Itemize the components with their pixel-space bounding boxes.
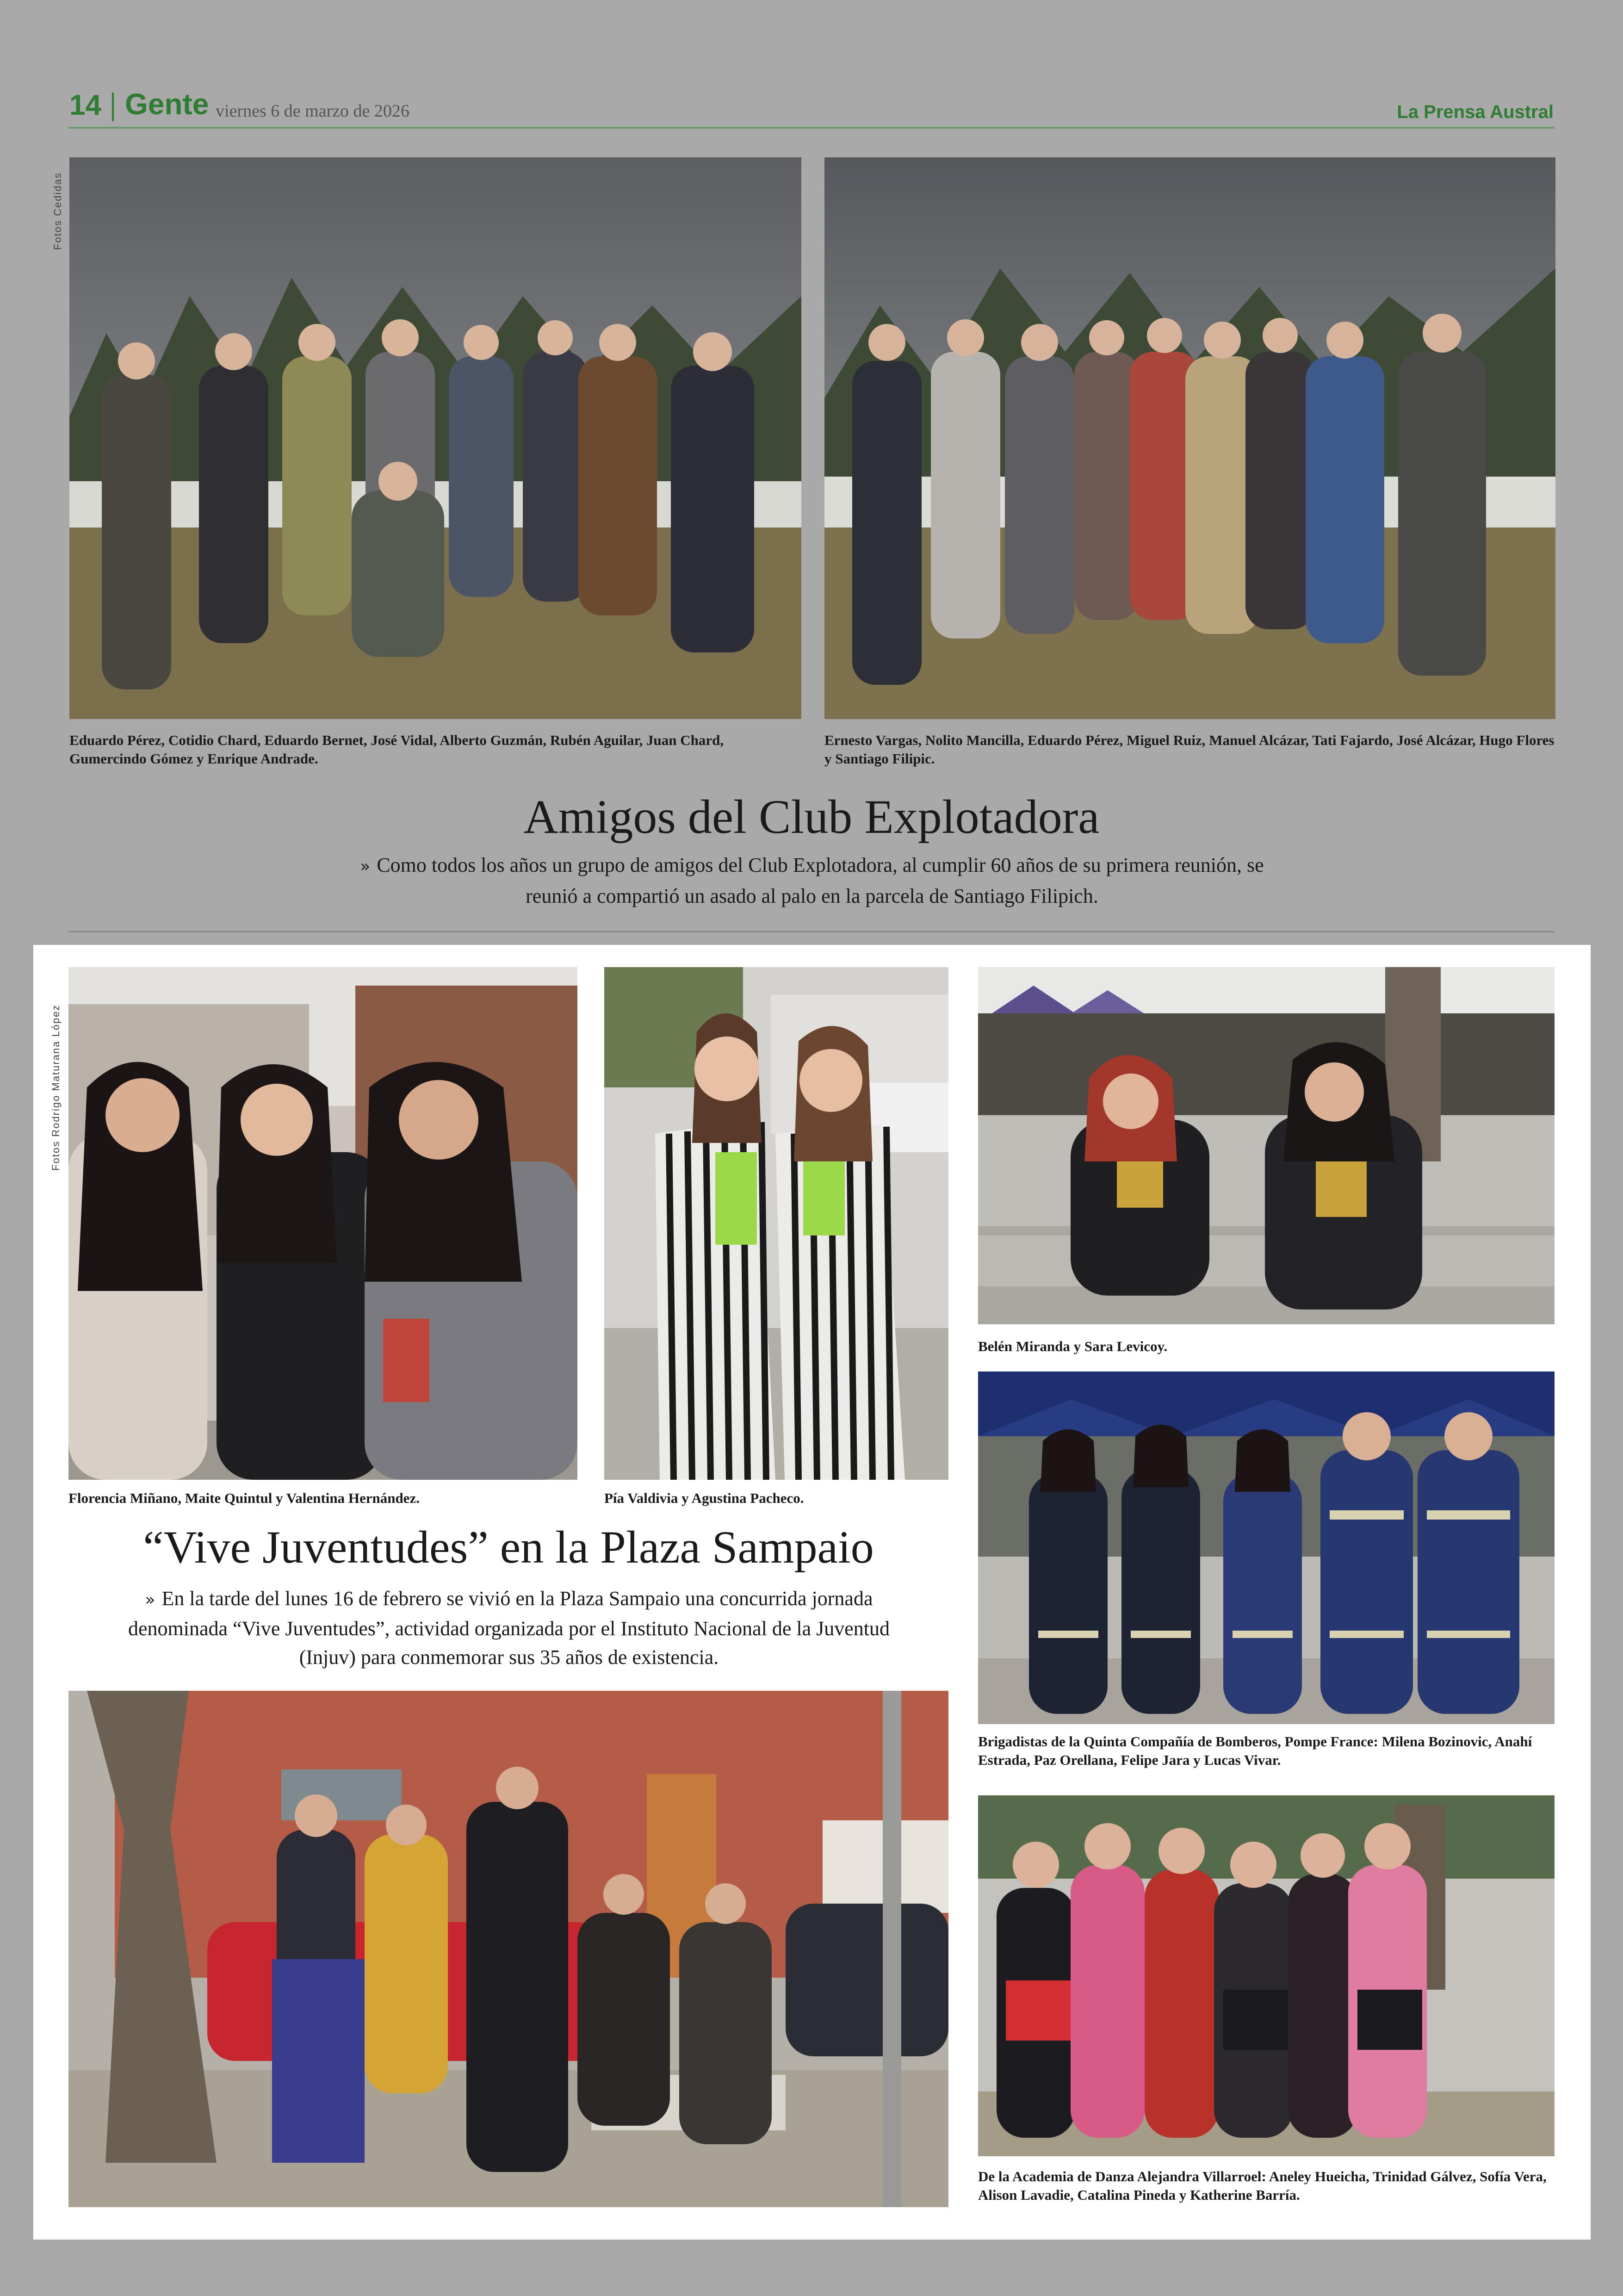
photo-club-group-2 [824, 157, 1555, 719]
page-number: 14 [69, 89, 101, 121]
double-chevron-right-icon: » [360, 857, 371, 876]
double-chevron-right-icon: » [145, 1590, 155, 1609]
header-rule [68, 127, 1555, 129]
photo-juventudes-plaza [68, 1691, 948, 2207]
header-divider [112, 93, 114, 121]
publication-name: La Prensa Austral [1397, 102, 1554, 122]
publication-date: viernes 6 de marzo de 2026 [216, 101, 409, 121]
lead-club-text: Como todos los años un grupo de amigos del Club Explotadora, al cumplir 60 años de su primera reunión, se reunió a compartió un asado al palo en la parcela de Santiago Filipich. [377, 854, 1264, 907]
headline-juventudes: “Vive Juventudes” en la Plaza Sampaio [143, 1521, 874, 1573]
photo-credit-juventudes: Fotos Rodrigo Maturana López [50, 1004, 62, 1171]
photo-caption-belen-sara: Belén Miranda y Sara Levicoy. [978, 1338, 1168, 1354]
lead-juventudes [106, 1584, 911, 1672]
headline-club: Amigos del Club Explotadora [523, 790, 1100, 844]
photo-caption-club-2: Ernesto Vargas, Nolito Mancilla, Eduardo Pérez, Miguel Ruiz, Manuel Alcázar, Tati Fajardo, José Alcázar, Hugo Flores y Santiago Filipic. [824, 732, 1555, 767]
section-title: Gente [125, 87, 209, 121]
section-divider [68, 931, 1555, 932]
photo-juventudes-duo [604, 967, 948, 1480]
photo-caption-danza: De la Academia de Danza Alejandra Villarroel: Aneley Hueicha, Trinidad Gálvez, Sofía Vera, Alison Lavadie, Catalina Pineda y Katherine Barría. [978, 2168, 1547, 2203]
photo-juventudes-belen-sara [978, 967, 1555, 1324]
photo-caption-trio: Florencia Miñano, Maite Quintul y Valentina Hernández. [68, 1490, 420, 1506]
lead-juventudes-text: En la tarde del lunes 16 de febrero se vivió en la Plaza Sampaio una concurrida jornada denominada “Vive Juventudes”, actividad organizada por el Instituto Nacional de la Juventud (Injuv) para conmemorar sus 35 años de existencia. [128, 1587, 890, 1669]
photo-juventudes-trio [68, 967, 577, 1480]
photo-juventudes-bomberos [978, 1371, 1555, 1724]
lead-club [342, 850, 1282, 911]
photo-credit: Fotos Cedidas [52, 172, 63, 250]
photo-juventudes-danza [978, 1795, 1555, 2156]
photo-club-group-1 [69, 157, 801, 719]
photo-caption-club-1: Eduardo Pérez, Cotidio Chard, Eduardo Bernet, José Vidal, Alberto Guzmán, Rubén Aguilar, Juan Chard, Gumercindo Gómez y Enrique Andrade. [69, 732, 724, 767]
photo-caption-duo: Pía Valdivia y Agustina Pacheco. [604, 1490, 804, 1506]
photo-caption-bomberos: Brigadistas de la Quinta Compañía de Bomberos, Pompe France: Milena Bozinovic, Anahí Estrada, Paz Orellana, Felipe Jara y Lucas Vivar. [978, 1733, 1532, 1768]
